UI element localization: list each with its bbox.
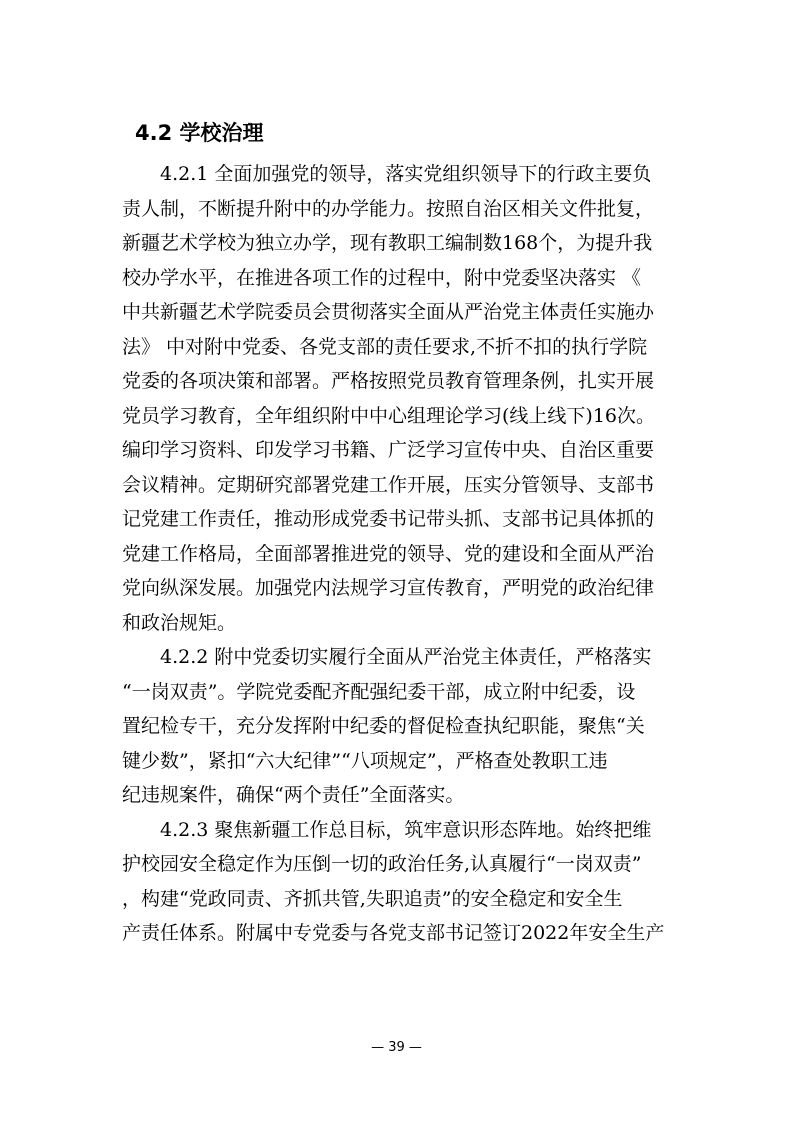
paragraph-line: “一岗双责”。学院党委配齐配强纪委干部，成立附中纪委，设 [122,680,636,703]
paragraph-line: 校办学水平，在推进各项工作的过程中，附中党委坚决落实 《 [122,266,642,289]
paragraph-line: 党员学习教育，全年组织附中中心组理论学习(线上线下)16次。 [122,404,656,427]
paragraph-line: 编印学习资料、印发学习书籍、广泛学习宣传中央、自治区重要 [122,439,655,461]
paragraph-line: 记党建工作责任，推动形成党委书记带头抓、支部书记具体抓的 [122,508,655,530]
paragraph-line: 产责任体系。附属中专党委与各党支部书记签订2022年安全生产 [122,922,665,944]
paragraph-line: 党向纵深发展。加强党内法规学习宣传教育，严明党的政治纪律 [122,577,655,599]
paragraph-line: 会议精神。定期研究部署党建工作开展，压实分管领导、支部书 [122,473,655,496]
section-heading: 4.2 学校治理 [135,121,264,145]
paragraph-line: 护校园安全稳定作为压倒一切的政治任务,认真履行“一岗双责” [122,853,642,875]
paragraph-line: 责人制，不断提升附中的办学能力。按照自治区相关文件批复， [122,197,655,220]
paragraph-line: 和政治规矩。 [122,611,237,634]
paragraph-line: 置纪检专干，充分发挥附中纪委的督促检查执纪职能，聚焦“关 [122,715,645,737]
paragraph-line: 4.2.3 聚焦新疆工作总目标，筑牢意识形态阵地。始终把维 [160,818,652,841]
paragraph-line: 新疆艺术学校为独立办学，现有教职工编制数168个，为提升我 [122,232,653,254]
paragraph-line: 党委的各项决策和部署。严格按照党员教育管理条例，扎实开展 [122,370,655,392]
page-number: — 39 — [371,1040,422,1055]
paragraph-line: 4.2.2 附中党委切实履行全面从严治党主体责任，严格落实 [160,646,652,668]
paragraph-line: ，构建“党政同责、齐抓共管,失职追责”的安全稳定和安全生 [122,887,623,910]
paragraph-line: 党建工作格局，全面部署推进党的领导、党的建设和全面从严治 [122,542,655,565]
body-text [122,157,692,951]
paragraph-line: 键少数”，紧扣“六大纪律”“八项规定”，严格查处教职工违 [122,749,608,772]
paragraph-line: 中共新疆艺术学院委员会贯彻落实全面从严治党主体责任实施办 [122,301,655,323]
paragraph-line: 纪违规案件，确保“两个责任”全面落实。 [122,784,465,806]
paragraph-line: 4.2.1 全面加强党的领导，落实党组织领导下的行政主要负 [160,163,652,185]
paragraph-line: 法》 中对附中党委、各党支部的责任要求,不折不扣的执行学院 [122,335,648,358]
